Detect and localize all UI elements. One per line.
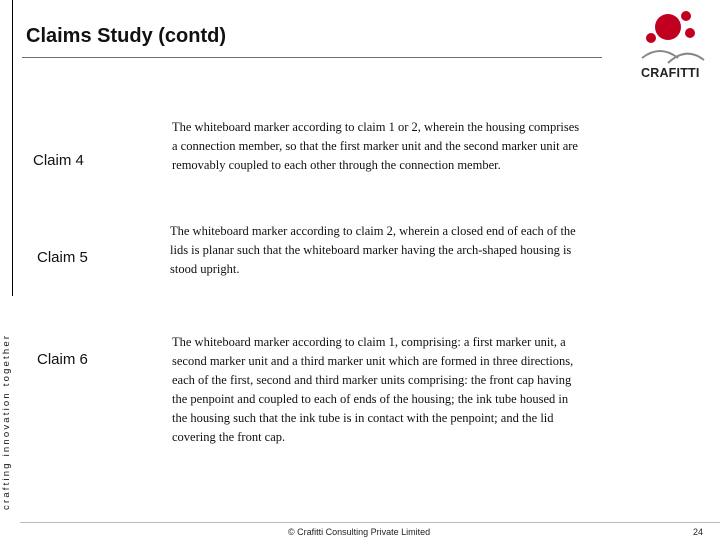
logo-wordmark: CRAFITTI [641,66,700,80]
side-divider-line [12,0,13,296]
footer-copyright: © Crafitti Consulting Private Limited [288,527,431,537]
claim-4-label: Claim 4 [33,152,84,169]
claim-6-label: Claim 6 [37,351,88,368]
side-tagline: crafting innovation together [1,333,12,510]
claim-6-text: The whiteboard marker according to claim 1, comprising: a first marker unit, a second marker unit and a third marker unit which are formed in three directions, each of the first, second and third marker units comprising: the front cap having the penpoint and coupled to each of ends of the housing; the ink tube housed in the housing such that the ink tube is in contact with the penpoint; and the lid covering the front cap. [172,335,574,444]
logo-mark-icon [638,8,710,68]
claim-5-text: The whiteboard marker according to claim 2, wherein a closed end of each of the lids is planar such that the whiteboard marker having the arch-shaped housing is stood upright. [170,224,576,276]
page-number: 24 [693,527,704,537]
footer-divider [20,522,720,523]
slide-title: Claims Study (contd) [26,25,227,47]
crafitti-logo [638,8,710,86]
claim-5-label: Claim 5 [37,249,88,266]
claim-4-text: The whiteboard marker according to claim 1 or 2, wherein the housing comprises a connection member, so that the first marker unit and the second marker unit are removably coupled to each other through the connection member. [172,120,580,172]
title-divider [22,57,602,58]
